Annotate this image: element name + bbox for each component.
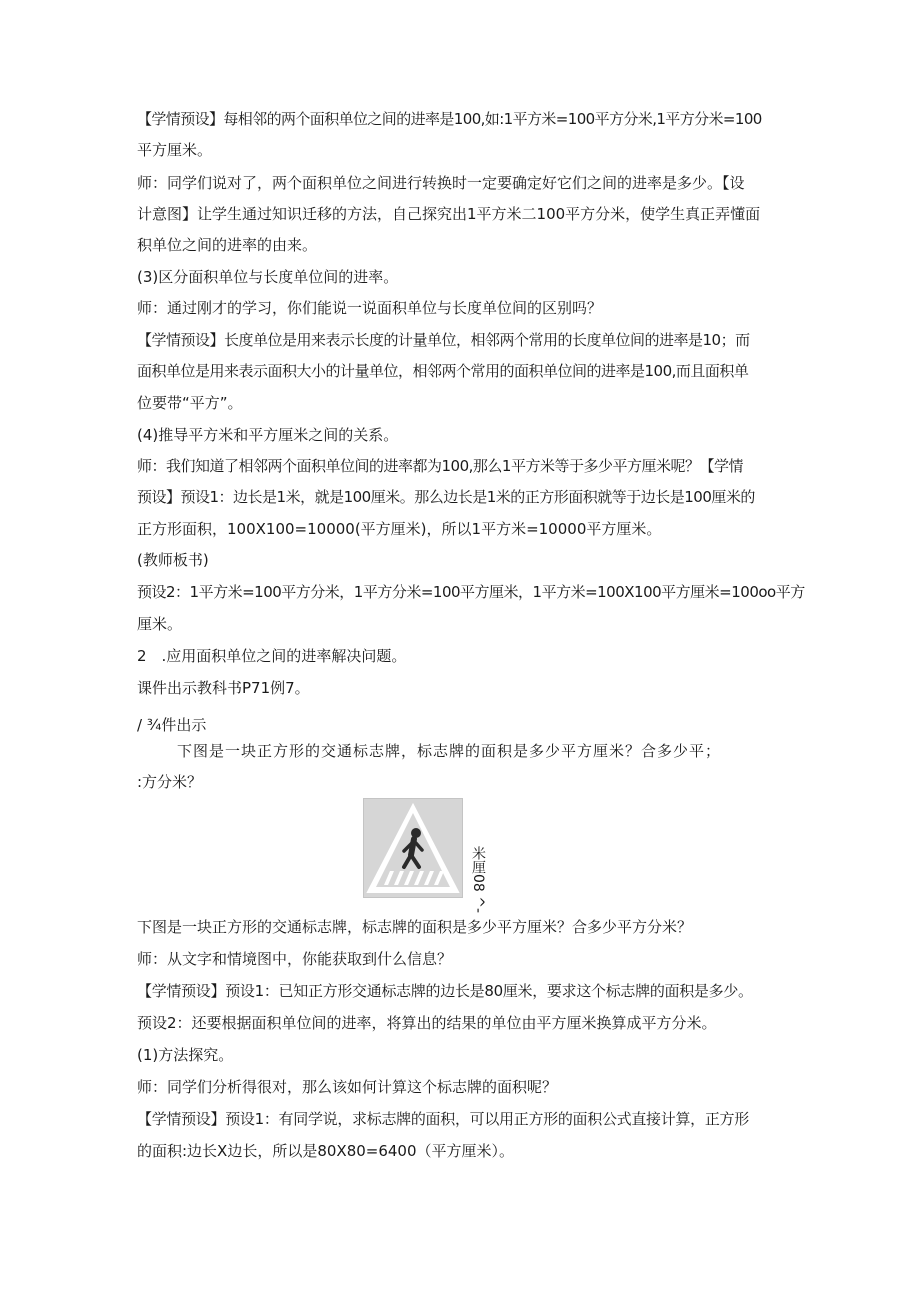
- paragraph-line: 平方厘米。: [137, 141, 213, 159]
- paragraph-line: 的面积:边长X边长，所以是80X80=6400（平方厘米）。: [137, 1142, 515, 1160]
- paragraph-line: 2 .应用面积单位之间的进率解决问题。: [137, 647, 407, 665]
- paragraph-line: (3)区分面积单位与长度单位间的进率。: [137, 268, 399, 286]
- paragraph-line: 【学情预设】预设1：已知正方形交通标志牌的边长是80厘米，要求这个标志牌的面积是多少。: [137, 982, 753, 1000]
- paragraph-line: 师：通过刚才的学习，你们能说一说面积单位与长度单位间的区别吗？: [137, 299, 603, 317]
- paragraph-line: 预设2：1平方米=100平方分米，1平方分米=100平方厘米，1平方米=100X100平方厘米=100oo平方: [137, 583, 805, 601]
- courseware-question-line: :方分米？: [137, 773, 203, 791]
- paragraph-line: 师：同学们分析得很对，那么该如何计算这个标志牌的面积呢？: [137, 1078, 558, 1096]
- paragraph-line: (教师板书): [137, 551, 209, 569]
- paragraph-line: 【学情预设】长度单位是用来表示长度的计量单位，相邻两个常用的长度单位间的进率是10；而: [137, 331, 750, 349]
- paragraph-line: (1)方法探究。: [137, 1046, 234, 1064]
- paragraph-line: 师：同学们说对了，两个面积单位之间进行转换时一定要确定好它们之间的进率是多少。【设: [137, 174, 745, 192]
- traffic-sign-image: [363, 798, 463, 898]
- courseware-label: / ¾件出示: [137, 716, 207, 734]
- paragraph-line: 预设2：还要根据面积单位间的进率，将算出的结果的单位由平方厘米换算成平方分米。: [137, 1014, 717, 1032]
- paragraph-line: 师：我们知道了相邻两个面积单位间的进率都为100,那么1平方米等于多少平方厘米呢？【学情: [137, 457, 743, 475]
- paragraph-line: 计意图】让学生通过知识迁移的方法，自己探究出1平方米二100平方分米，使学生真正弄懂面: [137, 205, 761, 223]
- paragraph-line: 积单位之间的进率的由来。: [137, 236, 318, 254]
- courseware-question-line: 下图是一块正方形的交通标志牌，标志牌的面积是多少平方厘米？合多少平；: [177, 742, 722, 760]
- side-length-label: 米厘08 ^-: [470, 846, 486, 914]
- paragraph-line: 正方形面积，100X100=10000(平方厘米)，所以1平方米=10000平方厘米。: [137, 520, 662, 538]
- paragraph-line: (4)推导平方米和平方厘米之间的关系。: [137, 426, 399, 444]
- paragraph-line: 厘米。: [137, 615, 183, 633]
- paragraph-line: 预设】预设1：边长是1米，就是100厘米。那么边长是1米的正方形面积就等于边长是100厘米的: [137, 488, 755, 506]
- paragraph-line: 下图是一块正方形的交通标志牌，标志牌的面积是多少平方厘米？合多少平方分米？: [137, 918, 693, 936]
- pedestrian-crossing-icon: [364, 799, 462, 897]
- paragraph-line: 【学情预设】每相邻的两个面积单位之间的进率是100,如:1平方米=100平方分米,1平方分米=100: [137, 110, 762, 128]
- paragraph-line: 课件出示教科书P71例7。: [137, 679, 310, 697]
- paragraph-line: 位要带“平方”。: [137, 394, 243, 412]
- paragraph-line: 【学情预设】预设1：有同学说，求标志牌的面积，可以用正方形的面积公式直接计算，正方形: [137, 1110, 749, 1128]
- paragraph-line: 师：从文字和情境图中，你能获取到什么信息？: [137, 950, 453, 968]
- paragraph-line: 面积单位是用来表示面积大小的计量单位，相邻两个常用的面积单位间的进率是100,而且面积单: [137, 362, 749, 380]
